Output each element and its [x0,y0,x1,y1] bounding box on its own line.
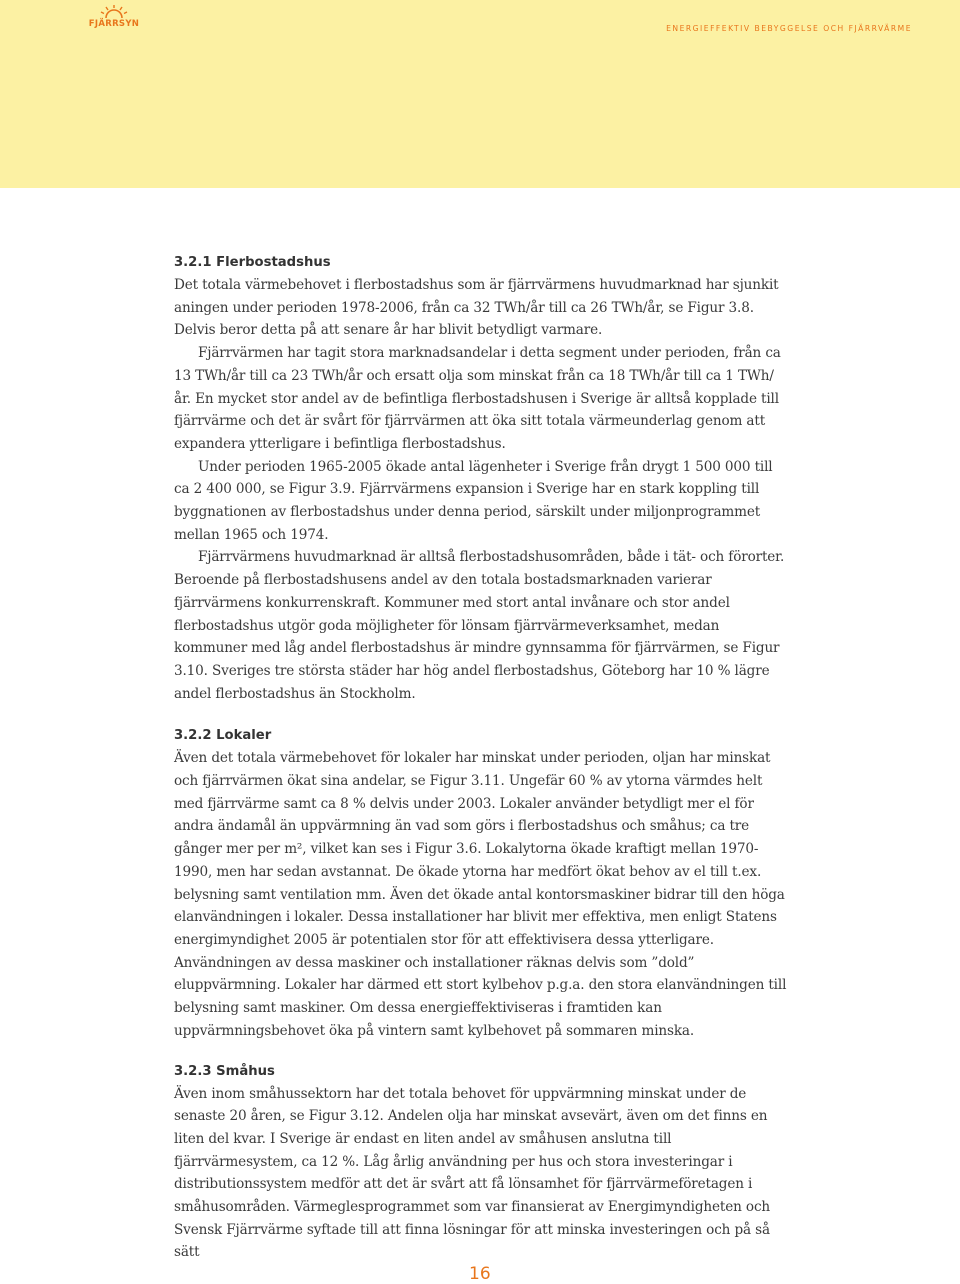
header-band [0,0,960,188]
section-flerbostadshus [174,252,790,705]
section-smahus [174,1061,790,1265]
sun-icon [86,4,142,20]
paragraph: Fjärrvärmen har tagit stora marknadsandelar i detta segment under perioden, från ca 13 TWh/år till ca 23 TWh/år och ersatt olja som minskat från ca 18 TWh/år till ca 1 TWh/år. En mycket stor andel av de befintliga flerbostadshusen i Sverige är alltså kopplade till fjärrvärme och det är svårt för fjärrvärmen att öka sitt totala värmeunderlag genom att expandera ytterligare i befintliga flerbostadshus. [174,345,781,452]
section-heading: 3.2.3 Småhus [174,1063,275,1079]
section-heading: 3.2.2 Lokaler [174,728,272,744]
logo-text: FJÄRRSYN [88,19,140,29]
paragraph: Under perioden 1965-2005 ökade antal lägenheter i Sverige från drygt 1 500 000 till ca 2 400 000, se Figur 3.9. Fjärrvärmens expansion i Sverige har en stark koppling till byggnationen av flerbostadshus under denna period, särskilt under miljonprogrammet mellan 1965 och 1974. [174,458,773,543]
section-heading: 3.2.1 Flerbostadshus [174,255,331,270]
paragraph: Fjärrvärmens huvudmarknad är alltså flerbostadshusområden, både i tät- och förorter. Beroende på flerbostadshusens andel av den totala bostadsmarknaden varierar fjärrvärmens konkurrenskraft. Kommuner med stort antal invånare och stor andel flerbostadshus utgör goda möjligheter för lönsam fjärrvärmeverksamhet, medan kommuner med låg andel flerbostadshus är mindre gynnsamma för fjärrvärmen, se Figur 3.10. Sveriges tre största städer har hög andel flerbostadshus, Göteborg har 10 % lägre andel flerbostadshus än Stockholm. [174,549,785,702]
page-number: 16 [469,1264,491,1284]
running-head: ENERGIEFFEKTIV BEBYGGELSE OCH FJÄRRVÄRME [666,24,912,33]
section-spacer [174,705,790,725]
paragraph: Det totala värmebehovet i flerbostadshus som är fjärrvärmens huvudmarknad har sjunkit aningen under perioden 1978-2006, från ca 32 TWh/år till ca 26 TWh/år, se Figur 3.8. Delvis beror detta på att senare år har blivit betydligt varmare. [174,277,779,339]
document-body [174,252,790,1264]
section-lokaler [174,725,790,1042]
paragraph: Även det totala värmebehovet för lokaler har minskat under perioden, oljan har minskat och fjärrvärmen ökat sina andelar, se Figur 3.11. Ungefär 60 % av ytorna värmdes helt med fjärrvärme samt ca 8 % delvis under 2003. Lokaler använder betydligt mer el för andra ändamål än uppvärmning än vad som görs i flerbostadshus och småhus; ca tre gånger mer per m², vilket kan ses i Figur 3.6. Lokalytorna ökade kraftigt mellan 1970-1990, men har sedan avstannat. De ökade ytorna har medfört ökat behov av el till t.ex. belysning samt ventilation mm. Även det ökade antal kontorsmaskiner bidrar till den höga elanvändningen i lokaler. Dessa installationer har blivit mer effektiva, men enligt Statens energimyndighet 2005 är potentialen stor för att effektivisera dessa ytterligare. Användningen av dessa maskiner och installationer räknas delvis som ”dold” eluppvärmning. Lokaler har därmed ett stort kylbehov p.g.a. den stora elanvändningen till belysning samt maskiner. Om dessa energieffektiviseras i framtiden kan uppvärmningsbehovet öka på vintern samt kylbehovet på sommaren minska. [174,750,787,1039]
section-spacer [174,1043,790,1061]
fjarrsyn-logo [86,4,142,30]
paragraph: Även inom småhussektorn har det totala behovet för uppvärmning minskat under de senaste 20 åren, se Figur 3.12. Andelen olja har minskat avsevärt, även om det finns en liten del kvar. I Sverige är endast en liten andel av småhusen anslutna till fjärrvärmesystem, ca 12 %. Låg årlig användning per hus och stora investeringar i distributionssystem medför att det är svårt att få lönsamhet för fjärrvärmeföretagen i småhusområden. Värmeglesprogrammet som var finansierat av Energimyndigheten och Svensk Fjärrvärme syftade till att finna lösningar för att minska investeringen och på så sätt [174,1085,771,1261]
